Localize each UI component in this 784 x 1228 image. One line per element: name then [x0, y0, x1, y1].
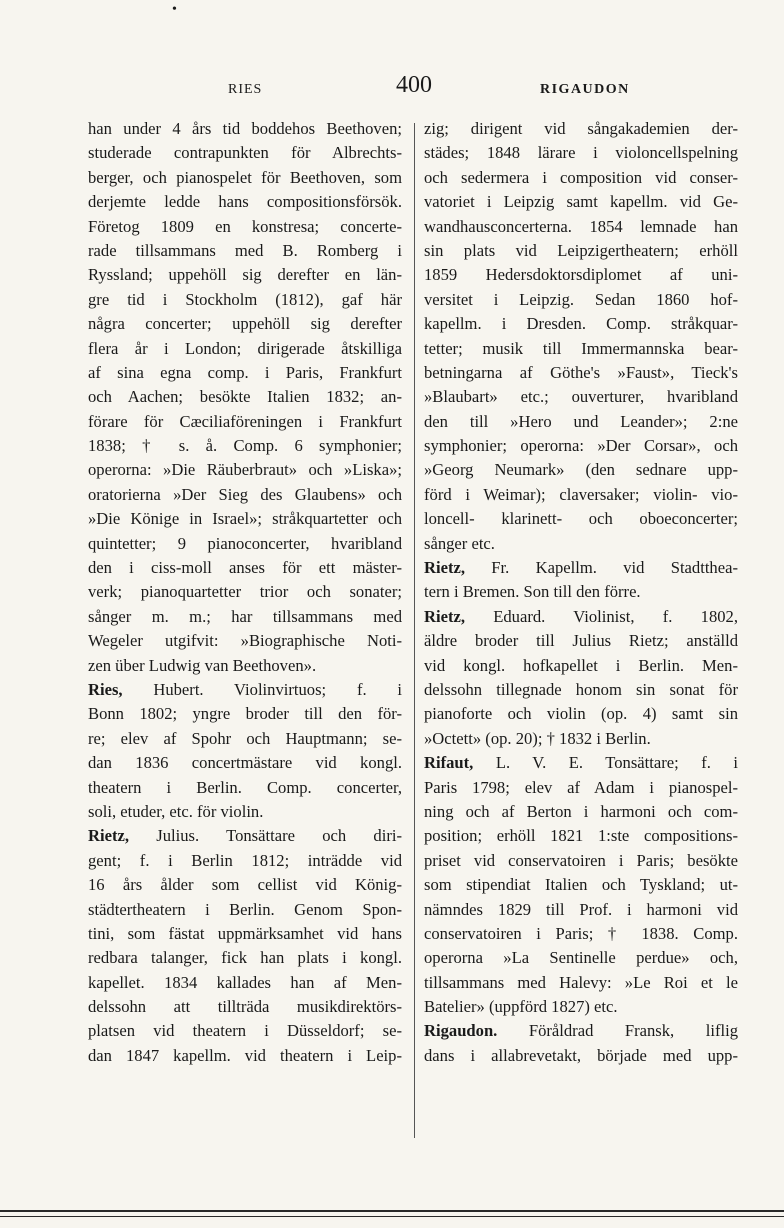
- line-text: rade tillsammans med B. Romberg i: [88, 240, 402, 260]
- line-text: delssohn att tillträda musikdirektörs-: [88, 997, 402, 1017]
- line-text: tetter; musik till Immermannska bear-: [424, 338, 738, 358]
- line-text: han under 4 års tid boddehos Beethoven;: [88, 119, 402, 138]
- text-line: [88, 605, 402, 629]
- line-text: gent; f. i Berlin 1812; inträdde vid: [88, 850, 402, 870]
- text-line: [88, 654, 402, 678]
- text-line: [88, 849, 402, 873]
- line-text: sånger m. m.; har tillsammans med: [88, 606, 402, 626]
- line-text: Fr. Kapellm. vid Stadtthea-: [465, 558, 738, 578]
- text-line: [424, 702, 738, 726]
- text-line: [424, 117, 738, 141]
- line-text: L. V. E. Tonsättare; f. i: [473, 753, 738, 773]
- text-line: [88, 215, 402, 239]
- text-line: [88, 898, 402, 922]
- line-text: Bonn 1802; yngre broder till den för-: [88, 704, 402, 724]
- text-line: [424, 190, 738, 214]
- line-text: »Die Könige in Israel»; stråkquartetter och: [88, 509, 402, 529]
- text-line: [88, 727, 402, 751]
- entry-headword: Ries,: [88, 679, 123, 699]
- text-line: [88, 824, 402, 848]
- line-text: förare för Cæciliaföreningen i Frankfurt: [88, 411, 402, 431]
- line-text: Wegeler utgifvit: »Biographische Noti-: [88, 631, 402, 651]
- line-text: operorna: »Die Räuberbraut» och »Liska»;: [88, 460, 402, 480]
- text-line: [88, 190, 402, 214]
- text-line: [88, 751, 402, 775]
- line-text: vatoriet i Leipzig samt kapellm. vid Ge-: [424, 192, 738, 212]
- text-line: [88, 1019, 402, 1043]
- text-line: [88, 239, 402, 263]
- line-text: priset vid conservatoiren i Paris; besökte: [424, 850, 738, 870]
- text-line: [88, 873, 402, 897]
- text-line: [424, 337, 738, 361]
- line-text: den i ciss-moll anses för ett mäster-: [88, 558, 402, 578]
- text-line: [424, 751, 738, 775]
- entry-headword: Rifaut,: [424, 753, 474, 773]
- line-text: pianoforte och violin (op. 4) samt sin: [424, 704, 738, 724]
- line-text: Batelier» (uppförd 1827) etc.: [424, 997, 618, 1017]
- ink-dot: •: [172, 2, 177, 17]
- line-text: kapellet. 1834 kallades han af Men-: [88, 972, 402, 992]
- text-line: [424, 141, 738, 165]
- line-text: wandhausconcerterna. 1854 lemnade han: [424, 216, 738, 236]
- line-text: städes; 1848 lärare i violoncellspelning: [424, 143, 738, 163]
- line-text: och sedermera i composition vid conser-: [424, 167, 738, 187]
- text-line: [424, 824, 738, 848]
- text-line: [424, 605, 738, 629]
- text-line: [88, 458, 402, 482]
- text-line: [424, 580, 738, 604]
- line-text: derjemte ledde hans compositionsförsök.: [88, 192, 402, 212]
- text-line: [424, 288, 738, 312]
- line-text: delssohn tillegnade honom sin sonat för: [424, 679, 738, 699]
- text-line: [424, 1019, 738, 1043]
- text-line: [88, 263, 402, 287]
- text-line: [424, 654, 738, 678]
- text-line: [88, 361, 402, 385]
- text-line: [424, 898, 738, 922]
- line-text: tini, som fästat uppmärksamhet vid hans: [88, 923, 402, 943]
- column-divider: [414, 123, 415, 1138]
- text-line: [88, 532, 402, 556]
- text-line: [424, 239, 738, 263]
- line-text: oratorierna »Der Sieg des Glaubens» och: [88, 484, 402, 504]
- line-text: soli, etuder, etc. för violin.: [88, 801, 264, 821]
- line-text: nämndes 1829 till Prof. i harmoni vid: [424, 899, 738, 919]
- text-line: [88, 800, 402, 824]
- text-line: [88, 776, 402, 800]
- line-text: städtertheatern i Berlin. Genom Spon-: [88, 899, 402, 919]
- text-line: [424, 410, 738, 434]
- entry-headword: Rietz,: [424, 558, 465, 578]
- line-text: dan 1847 kapellm. vid theatern i Leip-: [88, 1045, 402, 1065]
- text-line: [88, 483, 402, 507]
- text-line: [424, 1044, 738, 1068]
- line-text: Företog 1809 en konstresa; concerte-: [88, 216, 402, 236]
- bottom-rule-thin: [0, 1216, 784, 1217]
- line-text: Hubert. Violinvirtuos; f. i: [122, 679, 402, 699]
- line-text: redbara talanger, fick han plats i kongl.: [88, 948, 402, 968]
- text-line: [88, 288, 402, 312]
- text-line: [88, 556, 402, 580]
- text-line: [88, 971, 402, 995]
- entry-headword: Rietz,: [424, 606, 465, 626]
- text-line: [88, 1044, 402, 1068]
- line-text: dan 1836 concertmästare vid kongl.: [88, 753, 402, 773]
- line-text: och Aachen; besökte Italien 1832; an-: [88, 387, 402, 407]
- text-line: [88, 702, 402, 726]
- text-line: [424, 727, 738, 751]
- line-text: »Blaubart» etc.; ouverturer, hvaribland: [424, 387, 738, 407]
- line-text: 16 års ålder som cellist vid König-: [88, 875, 402, 895]
- line-text: platsen vid theatern i Düsseldorf; se-: [88, 1021, 402, 1041]
- line-text: zen über Ludwig van Beethoven».: [88, 655, 317, 675]
- line-text: studerade contrapunkten för Albrechts-: [88, 143, 402, 163]
- text-line: [88, 629, 402, 653]
- line-text: Eduard. Violinist, f. 1802,: [465, 606, 738, 626]
- line-text: några concerter; uppehöll sig derefter: [88, 314, 402, 334]
- text-line: [88, 434, 402, 458]
- line-text: äldre broder till Julius Rietz; anställd: [424, 631, 738, 651]
- text-line: [424, 263, 738, 287]
- bottom-rule: [0, 1210, 784, 1212]
- line-text: af sina egna comp. i Paris, Frankfurt: [88, 362, 402, 382]
- line-text: 1838; † s. å. Comp. 6 symphonier;: [88, 436, 402, 456]
- text-line: [88, 117, 402, 141]
- line-text: verk; pianoquartetter trior och sonater;: [88, 582, 402, 602]
- text-line: [424, 922, 738, 946]
- line-text: Paris 1798; elev af Adam i pianospel-: [424, 777, 738, 797]
- header-right-word: RIGAUDON: [540, 82, 630, 97]
- text-line: [424, 166, 738, 190]
- text-line: [424, 483, 738, 507]
- text-line: [88, 922, 402, 946]
- entry-headword: Rietz,: [88, 826, 129, 846]
- line-text: zig; dirigent vid sångakademien der-: [424, 119, 738, 138]
- line-text: theatern i Berlin. Comp. concerter,: [88, 777, 402, 797]
- entry-headword: Rigaudon.: [424, 1021, 498, 1041]
- text-line: [88, 337, 402, 361]
- line-text: sånger etc.: [424, 533, 495, 553]
- line-text: ning och af Berton i harmoni och com-: [424, 801, 738, 821]
- line-text: betningarna af Göthe's »Faust», Tieck's: [424, 362, 738, 382]
- text-line: [424, 776, 738, 800]
- text-line: [88, 141, 402, 165]
- line-text: conservatoiren i Paris; † 1838. Comp.: [424, 923, 738, 943]
- right-text-column: [424, 117, 738, 1068]
- line-text: förd i Weimar); claversaker; violin- vio-: [424, 484, 738, 504]
- text-line: [88, 312, 402, 336]
- page-number: 400: [396, 72, 432, 98]
- line-text: loncell- klarinett- och oboeconcerter;: [424, 509, 738, 529]
- text-line: [424, 361, 738, 385]
- text-line: [424, 873, 738, 897]
- line-text: quintetter; 9 pianoconcerter, hvaribland: [88, 533, 402, 553]
- line-text: position; erhöll 1821 1:ste compositions-: [424, 826, 738, 846]
- text-line: [88, 507, 402, 531]
- line-text: sin plats vid Leipzigertheatern; erhöll: [424, 240, 738, 260]
- text-line: [424, 385, 738, 409]
- text-line: [88, 946, 402, 970]
- text-line: [424, 434, 738, 458]
- line-text: »Georg Neumark» (den sednare upp-: [424, 460, 738, 480]
- text-line: [88, 166, 402, 190]
- line-text: Föråldrad Fransk, liflig: [497, 1021, 738, 1041]
- left-text-column: [88, 117, 402, 1068]
- line-text: »Octett» (op. 20); † 1832 i Berlin.: [424, 728, 651, 748]
- line-text: 1859 Hedersdoktorsdiplomet af uni-: [424, 265, 738, 285]
- line-text: vid kongl. hofkapellet i Berlin. Men-: [424, 655, 738, 675]
- line-text: Ryssland; uppehöll sig derefter en län-: [88, 265, 402, 285]
- line-text: symphonier; operorna: »Der Corsar», och: [424, 436, 738, 456]
- running-header: [90, 72, 730, 108]
- text-line: [424, 800, 738, 824]
- line-text: berger, och pianospelet för Beethoven, som: [88, 167, 402, 187]
- text-line: [424, 971, 738, 995]
- text-line: [424, 532, 738, 556]
- text-line: [424, 946, 738, 970]
- text-line: [424, 678, 738, 702]
- line-text: operorna »La Sentinelle perdue» och,: [424, 948, 738, 968]
- line-text: dans i allabrevetakt, började med upp-: [424, 1045, 738, 1065]
- line-text: som stipendiat Italien och Tyskland; ut-: [424, 875, 738, 895]
- text-line: [88, 678, 402, 702]
- text-line: [88, 580, 402, 604]
- text-line: [424, 507, 738, 531]
- text-line: [424, 312, 738, 336]
- line-text: versitet i Leipzig. Sedan 1860 hof-: [424, 289, 738, 309]
- line-text: flera år i London; dirigerade åtskilliga: [88, 338, 402, 358]
- text-line: [424, 629, 738, 653]
- line-text: gre tid i Stockholm (1812), gaf här: [88, 289, 402, 309]
- line-text: den till »Hero und Leander»; 2:ne: [424, 411, 738, 431]
- text-line: [424, 849, 738, 873]
- text-line: [424, 556, 738, 580]
- line-text: tillsammans med Halevy: »Le Roi et le: [424, 972, 738, 992]
- text-line: [88, 995, 402, 1019]
- header-left-word: RIES: [228, 82, 263, 97]
- text-line: [424, 215, 738, 239]
- text-line: [424, 458, 738, 482]
- line-text: kapellm. i Dresden. Comp. stråkquar-: [424, 314, 738, 334]
- line-text: re; elev af Spohr och Hauptmann; se-: [88, 728, 402, 748]
- line-text: tern i Bremen. Son till den förre.: [424, 582, 641, 602]
- line-text: Julius. Tonsättare och diri-: [129, 826, 402, 846]
- text-line: [88, 410, 402, 434]
- text-line: [424, 995, 738, 1019]
- text-line: [88, 385, 402, 409]
